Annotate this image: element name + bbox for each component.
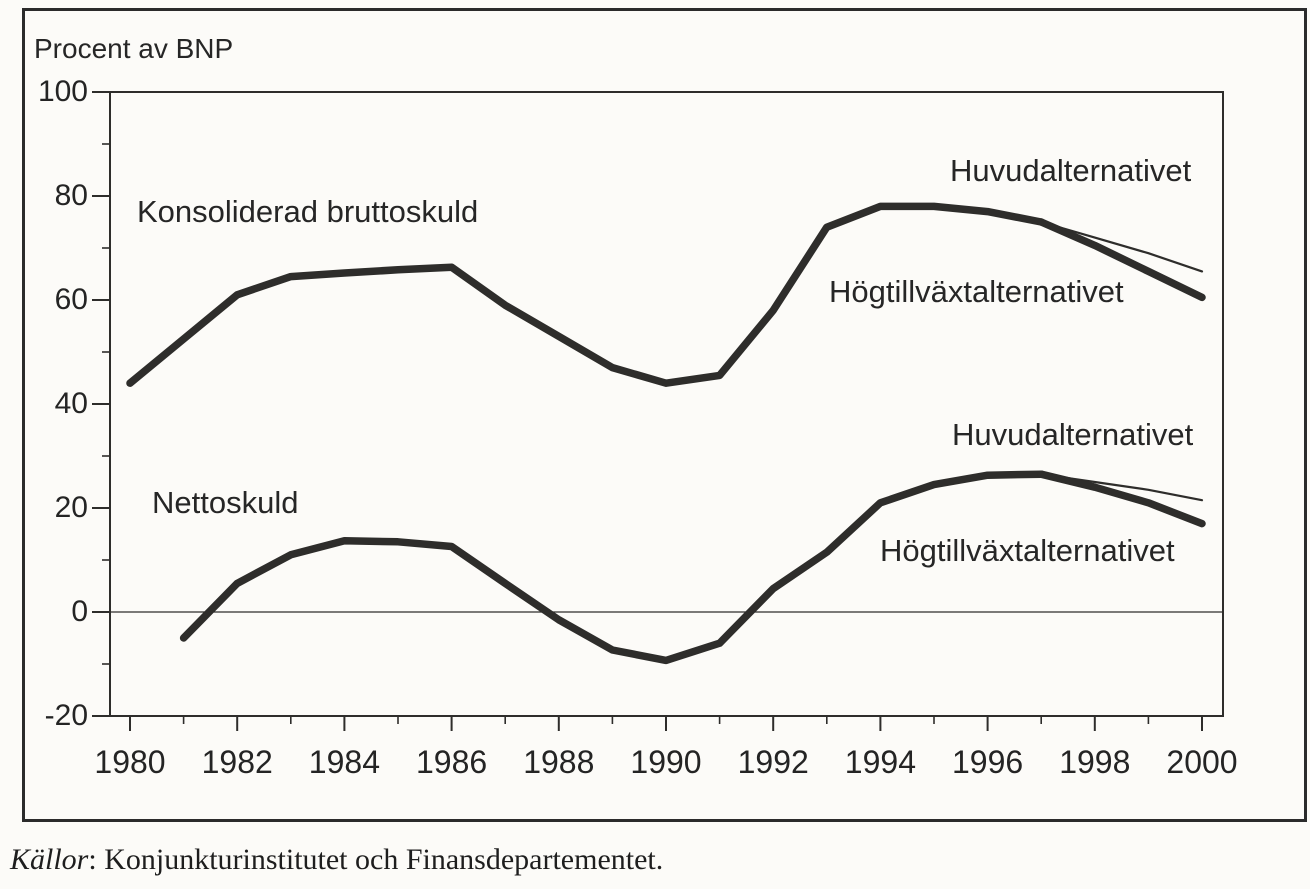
x-tick-label: 1988 [523,744,595,780]
y-tick-label: -20 [44,699,88,732]
y-tick-label: 40 [54,387,88,420]
x-tick-label: 1992 [737,744,809,780]
y-axis-title: Procent av BNP [34,33,234,64]
label-net-huvudalternativet: Huvudalternativet [952,417,1194,452]
source-text: : Konjunkturinstitutet och Finansdepartementet. [88,843,664,876]
label-konsoliderad-bruttoskuld: Konsoliderad bruttoskuld [137,194,479,229]
x-tick-label: 1982 [201,744,273,780]
x-tick-label: 2000 [1166,744,1238,780]
source-prefix: Källor [10,843,89,876]
x-tick-label: 1996 [952,744,1024,780]
x-tick-label: 1998 [1059,744,1131,780]
y-tick-label: 20 [54,491,88,524]
x-tick-label: 1984 [308,744,380,780]
x-tick-label: 1986 [416,744,488,780]
x-tick-label: 1990 [630,744,702,780]
source-caption [10,843,663,877]
label-gross-hogtillvaxtalternativet: Högtillväxtalternativet [829,274,1124,309]
x-tick-label: 1980 [94,744,166,780]
series-line-nettoskuld-h-gtillv-xtalternativet [1041,474,1202,523]
label-nettoskuld: Nettoskuld [152,485,299,520]
label-gross-huvudalternativet: Huvudalternativet [950,153,1192,188]
y-tick-label: 80 [54,179,88,212]
y-tick-label: 0 [71,595,88,628]
y-tick-label: 100 [37,75,88,108]
x-tick-label: 1994 [844,744,916,780]
y-tick-label: 60 [54,283,88,316]
label-net-hogtillvaxtalternativet: Högtillväxtalternativet [880,533,1175,568]
